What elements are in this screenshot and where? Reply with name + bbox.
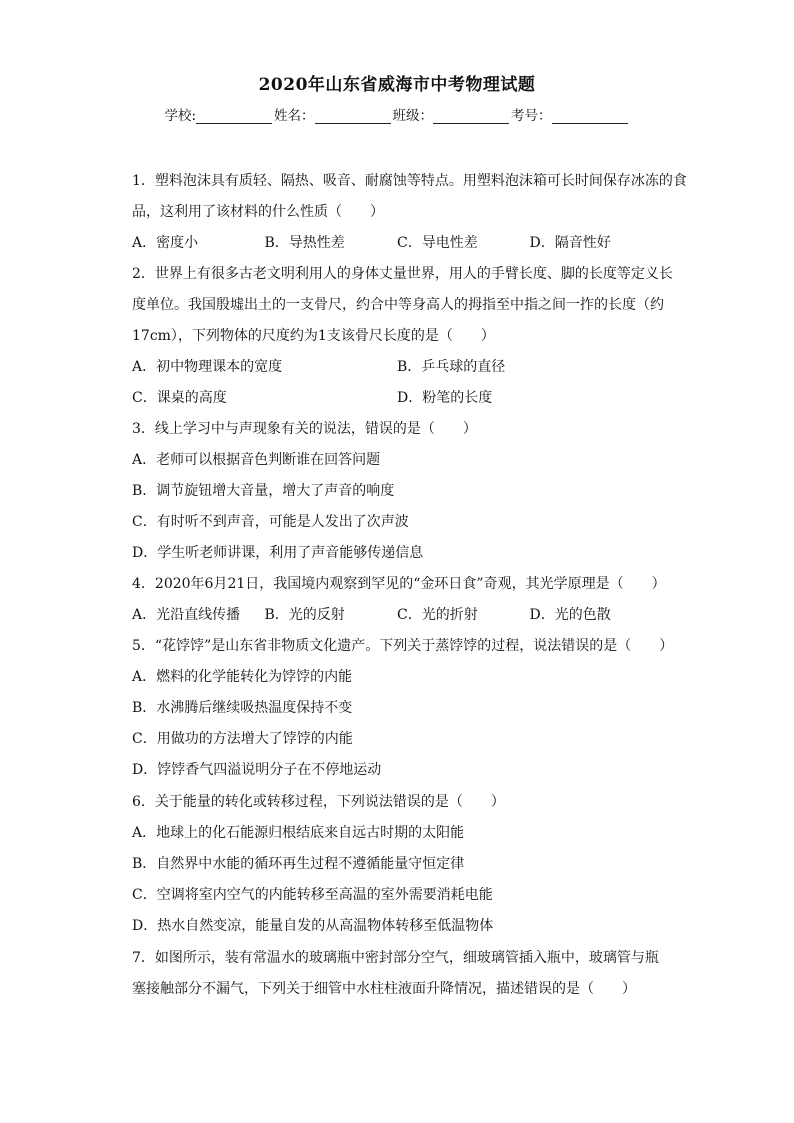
question-stem: 17cm），下列物体的尺度约为1支该骨尺长度的是（ ） [132,328,495,344]
option-row [132,600,662,631]
option-d: D．热水自然变凉，能量自发的从高温物体转移至低温物体 [132,918,494,934]
class-label: 班级： [392,108,434,124]
exam-number-label: 考号： [511,108,552,124]
question-stem: 5．“花饽饽”是山东省非物质文化遗产。下列关于蒸饽饽的过程，说法错误的是（ ） [132,638,674,654]
option-b: B．水沸腾后继续吸热温度保持不变 [132,700,353,716]
exam-number-field [511,104,630,124]
option-row [132,383,662,414]
question-4 [132,569,666,631]
option-d: D．隔音性好 [529,235,611,251]
option-d: D．学生听老师讲课，利用了声音能够传递信息 [132,545,424,561]
option-a: A．密度小 [132,235,199,251]
question-5 [132,631,674,786]
exam-number-blank[interactable] [552,109,628,124]
option-a: A．光沿直线传播 [132,607,241,623]
question-stem: 塞接触部分不漏气，下列关于细管中水柱柱液面升降情况，描述错误的是（ ） [132,981,636,997]
option-a: A．燃料的化学能转化为饽饽的内能 [132,669,353,685]
question-3 [132,414,662,569]
option-row [132,352,662,383]
name-field [274,104,393,124]
question-stem: 7．如图所示，装有常温水的玻璃瓶中密封部分空气，细玻璃管插入瓶中，玻璃管与瓶 [132,950,659,966]
option-b: B．调节旋钮增大音量，增大了声音的响度 [132,483,395,499]
option-c: C．课桌的高度 [132,390,227,406]
option-b: B．光的反射 [264,607,345,623]
option-row [132,228,662,259]
school-field [164,104,274,124]
option-d: D．粉笔的长度 [397,390,493,406]
class-blank[interactable] [433,109,509,124]
class-field [393,104,512,124]
option-b: B．导热性差 [264,235,345,251]
question-stem: 3．线上学习中与声现象有关的说法，错误的是（ ） [132,421,477,437]
question-2 [132,259,673,414]
option-d: D．光的色散 [529,607,611,623]
option-a: A．地球上的化石能源归根结底来自远古时期的太阳能 [132,825,465,841]
option-b: B．乒乓球的直径 [397,359,506,375]
option-b: B．自然界中水能的循环再生过程不遵循能量守恒定律 [132,856,465,872]
option-c: C．用做功的方法增大了饽饽的内能 [132,731,353,747]
question-6 [132,787,662,942]
option-c: C．有时听不到声音，可能是人发出了次声波 [132,514,409,530]
question-stem: 2．世界上有很多古老文明利用人的身体丈量世界，用人的手臂长度、脚的长度等定义长 [132,266,673,282]
option-d: D．饽饽香气四溢说明分子在不停地运动 [132,762,382,778]
option-c: C．光的折射 [397,607,478,623]
question-stem: 品，这利用了该材料的什么性质（ ） [132,204,384,220]
question-7 [132,943,662,1005]
option-a: A．老师可以根据音色判断谁在回答问题 [132,452,381,468]
page-title: 2020年山东省威海市中考物理试题 [258,75,536,95]
school-label: 学校: [164,108,197,124]
option-c: C．导电性差 [397,235,478,251]
option-a: A．初中物理课本的宽度 [132,359,283,375]
question-stem: 度单位。我国殷墟出土的一支骨尺，约合中等身高人的拇指至中指之间一拃的长度（约 [132,297,664,313]
option-c: C．空调将室内空气的内能转移至高温的室外需要消耗电能 [132,887,493,903]
question-stem: 6．关于能量的转化或转移过程，下列说法错误的是（ ） [132,794,505,810]
question-stem: 1．塑料泡沫具有质轻、隔热、吸音、耐腐蚀等特点。用塑料泡沫箱可长时间保存冰冻的食 [132,173,687,189]
name-blank[interactable] [315,109,391,124]
question-1 [132,166,687,259]
school-blank[interactable] [196,109,272,124]
student-info-line [0,104,794,124]
question-stem: 4．2020年6月21日，我国境内观察到罕见的“金环日食”奇观，其光学原理是（ ） [132,576,666,592]
name-label: 姓名： [274,108,315,124]
